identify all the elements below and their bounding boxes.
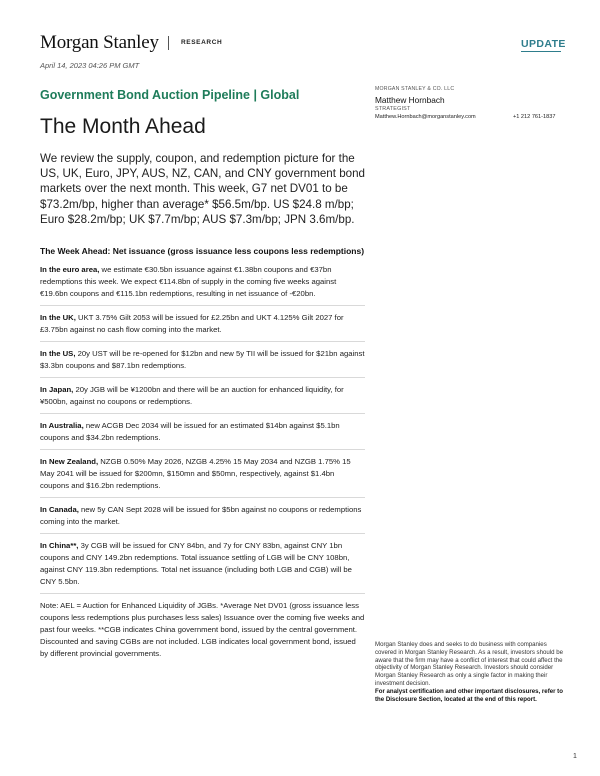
paragraph-text: NZGB 0.50% May 2026, NZGB 4.25% 15 May 2034 and NZGB 1.75% 15 May 2041 will be issued for $200mn, $150mn and $50mn, respectively, against $1.4bn coupons and $16.2bn redemptions. — [40, 457, 351, 490]
paragraph-text: new ACGB Dec 2034 will be issued for an estimated $14bn against $5.1bn coupons and $34.2bn redemptions. — [40, 421, 340, 442]
paragraph-lead: In Australia, — [40, 421, 84, 430]
paragraph-text: new 5y CAN Sept 2028 will be issued for $5bn against no coupons or redemptions coming into the market. — [40, 505, 362, 526]
paragraph-lead: In China**, — [40, 541, 79, 550]
page-number: 1 — [573, 753, 577, 760]
paragraph-euro — [40, 264, 365, 306]
paragraph-lead: In the UK, — [40, 313, 76, 322]
paragraph-lead: In the US, — [40, 349, 76, 358]
paragraph-japan — [40, 384, 365, 414]
paragraph-lead: In Canada, — [40, 505, 79, 514]
paragraph-text: UKT 3.75% Gilt 2053 will be issued for £2.25bn and UKT 4.125% Gilt 2027 for £3.75bn against no cash flow coming into the market. — [40, 313, 344, 334]
paragraph-canada — [40, 504, 365, 534]
paragraph-us — [40, 348, 365, 378]
paragraph-australia — [40, 420, 365, 450]
disclosure-note: For analyst certification and other important disclosures, refer to the Disclosure Section, located at the end of this report. — [375, 687, 563, 703]
disclaimer-text: Morgan Stanley does and seeks to do business with companies covered in Morgan Stanley Research. As a result, investors should be aware that the firm may have a conflict of interest that could affect the objectivity of Morgan Stanley Research. Investors should consider Morgan Stanley Research as only a single factor in making their investment decision. — [375, 641, 563, 687]
analyst-role: STRATEGIST — [375, 106, 411, 112]
paragraph-text: we estimate €30.5bn issuance against €1.38bn coupons and €37bn redemptions this week. We expect €114.8bn of supply in the coming five weeks against €19.6bn coupons and €115.1bn redemptions, resulting in net issuance of -€20bn. — [40, 265, 337, 298]
update-badge: UPDATE — [521, 38, 566, 50]
analyst-phone: +1 212 761-1837 — [513, 114, 556, 120]
footnote: Note: AEL = Auction for Enhanced Liquidity of JGBs. *Average Net DV01 (gross issuance less coupons less redemptions plus purchases less sales) Issuance over the coming five weeks and past four weeks. **CGB indicates China government bond, issued by the central government. Discounted and saving CGBs are not included. LGB indicates local government bond, issued by different provincial governments. — [40, 601, 365, 658]
badge-underline — [521, 51, 561, 52]
report-title: The Month Ahead — [40, 115, 206, 138]
paragraph-text: 20y UST will be re-opened for $12bn and new 5y TII will be issued for $21bn against $3.3bn coupons and $87.1bn redemptions. — [40, 349, 365, 370]
publish-datetime: April 14, 2023 04:26 PM GMT — [40, 61, 140, 70]
paragraph-new-zealand — [40, 456, 365, 498]
paragraph-lead: In Japan, — [40, 385, 74, 394]
analyst-name: Matthew Hornbach — [375, 95, 445, 105]
report-series: Government Bond Auction Pipeline | Global — [40, 88, 300, 102]
firm-name: MORGAN STANLEY & CO. LLC — [375, 86, 455, 92]
disclaimer — [375, 641, 570, 703]
brand-logo: Morgan Stanley — [40, 32, 159, 53]
paragraph-china — [40, 540, 365, 594]
logo-divider — [168, 36, 169, 50]
division-label: RESEARCH — [181, 39, 223, 46]
paragraph-text: 3y CGB will be issued for CNY 84bn, and 7y for CNY 83bn, against CNY 1bn coupons and CNY 149.2bn redemptions. Total issuance settling of LGB will be CNY 108bn, against CNY 119.3bn redemptions. Total net issuance (including both LGB and CGB) will be CNY 5.5bn. — [40, 541, 352, 586]
paragraph-text: 20y JGB will be ¥1200bn and there will be an auction for enhanced liquidity, for ¥500bn, against no coupons or redemptions. — [40, 385, 344, 406]
analyst-email[interactable]: Matthew.Hornbach@morganstanley.com — [375, 114, 476, 120]
section-body — [40, 264, 365, 671]
paragraph-uk — [40, 312, 365, 342]
section-heading: The Week Ahead: Net issuance (gross issuance less coupons less redemptions) — [40, 246, 365, 256]
report-summary: We review the supply, coupon, and redemption picture for the US, UK, Euro, JPY, AUS, NZ, CAN, and CNY government bond markets over the next month. This week, G7 net DV01 to be $73.2m/bp, higher than average* $56.5m/bp. US $24.8 m/bp; Euro $28.2m/bp; UK $7.7m/bp; AUS $7.3m/bp; JPN 3.6m/bp. — [40, 152, 365, 226]
paragraph-lead: In the euro area, — [40, 265, 100, 274]
paragraph-lead: In New Zealand, — [40, 457, 99, 466]
